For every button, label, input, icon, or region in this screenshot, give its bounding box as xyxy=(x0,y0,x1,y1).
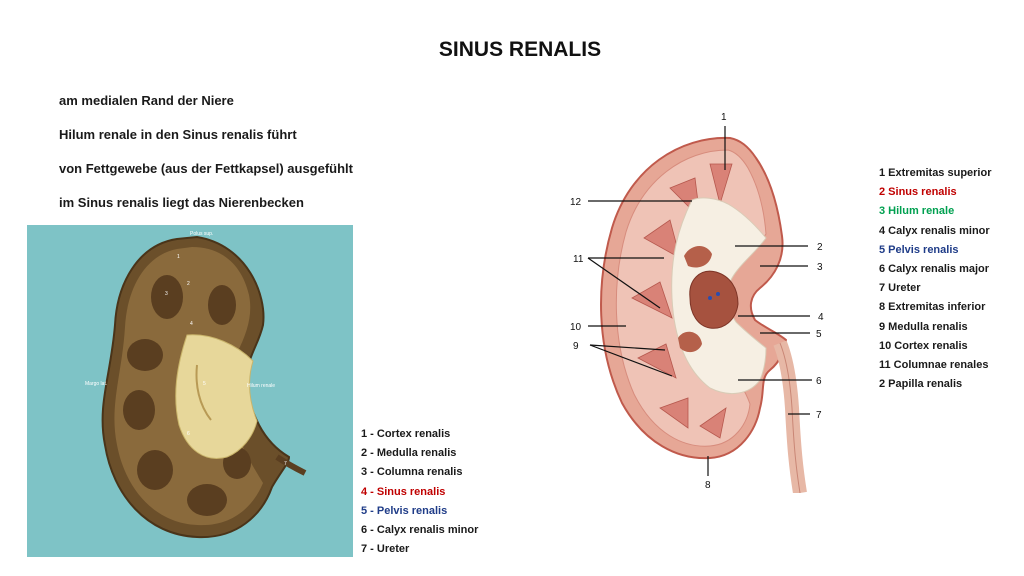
legend-item: 6 - Calyx renalis minor xyxy=(361,523,479,536)
callout-number: 11 xyxy=(573,254,584,265)
legend-item: 3 - Columna renalis xyxy=(361,466,463,479)
photo-label-margo: Margo lat. xyxy=(85,381,108,387)
legend-item: 2 Papilla renalis xyxy=(879,378,963,391)
callout-number: 2 xyxy=(817,242,823,253)
kidney-section-photo xyxy=(27,225,353,557)
callout-number: 6 xyxy=(816,376,822,387)
photo-number: 1 xyxy=(177,254,180,260)
bullet-item: im Sinus renalis liegt das Nierenbecken xyxy=(59,195,304,210)
photo-number: 3 xyxy=(165,291,168,297)
legend-item: 7 - Ureter xyxy=(361,543,410,556)
bullet-list xyxy=(59,93,353,229)
legend-item: 5 - Pelvis renalis xyxy=(361,504,448,517)
bullet-item: von Fettgewebe (aus der Fettkapsel) ausgefühlt xyxy=(59,161,353,176)
callout-number: 4 xyxy=(818,312,824,323)
diagram-legend xyxy=(879,166,992,396)
callout-number: 5 xyxy=(816,329,822,340)
callout-number: 10 xyxy=(570,322,582,333)
callout-number: 1 xyxy=(721,112,727,123)
callout-number: 12 xyxy=(570,197,582,208)
photo-label-polus: Polus sup. xyxy=(190,231,214,237)
slide-title: SINUS RENALIS xyxy=(438,38,602,61)
legend-item: 1 - Cortex renalis xyxy=(361,428,451,440)
photo-number: 2 xyxy=(187,281,190,287)
legend-item: 4 - Sinus renalis xyxy=(361,485,446,498)
bullet-item: Hilum renale in den Sinus renalis führt xyxy=(59,127,297,142)
legend-item: 7 Ureter xyxy=(879,282,921,295)
callout-number: 8 xyxy=(705,480,711,491)
bullet-item: am medialen Rand der Niere xyxy=(59,93,234,108)
kidney-diagram xyxy=(560,108,840,493)
callout-number: 7 xyxy=(816,410,822,421)
callout-number: 3 xyxy=(817,262,823,273)
photo-label-hilum: Hilum renale xyxy=(247,383,276,389)
photo-number: 4 xyxy=(190,321,193,327)
callout-number: 9 xyxy=(573,341,579,352)
legend-item: 1 Extremitas superior xyxy=(879,167,992,179)
legend-item: 6 Calyx renalis major xyxy=(879,262,990,275)
photo-number: 7 xyxy=(284,461,287,467)
legend-item: 2 Sinus renalis xyxy=(879,186,957,199)
legend-item: 4 Calyx renalis minor xyxy=(879,224,990,237)
legend-item: 9 Medulla renalis xyxy=(879,320,968,333)
photo-number: 5 xyxy=(203,381,206,387)
photo-number: 6 xyxy=(187,431,190,437)
legend-item: 2 - Medulla renalis xyxy=(361,447,457,460)
legend-item: 11 Columnae renales xyxy=(879,358,989,371)
legend-item: 5 Pelvis renalis xyxy=(879,243,959,256)
legend-item: 8 Extremitas inferior xyxy=(879,301,986,314)
legend-item: 3 Hilum renale xyxy=(879,205,955,218)
photo-legend xyxy=(361,427,478,561)
legend-item: 10 Cortex renalis xyxy=(879,339,968,352)
